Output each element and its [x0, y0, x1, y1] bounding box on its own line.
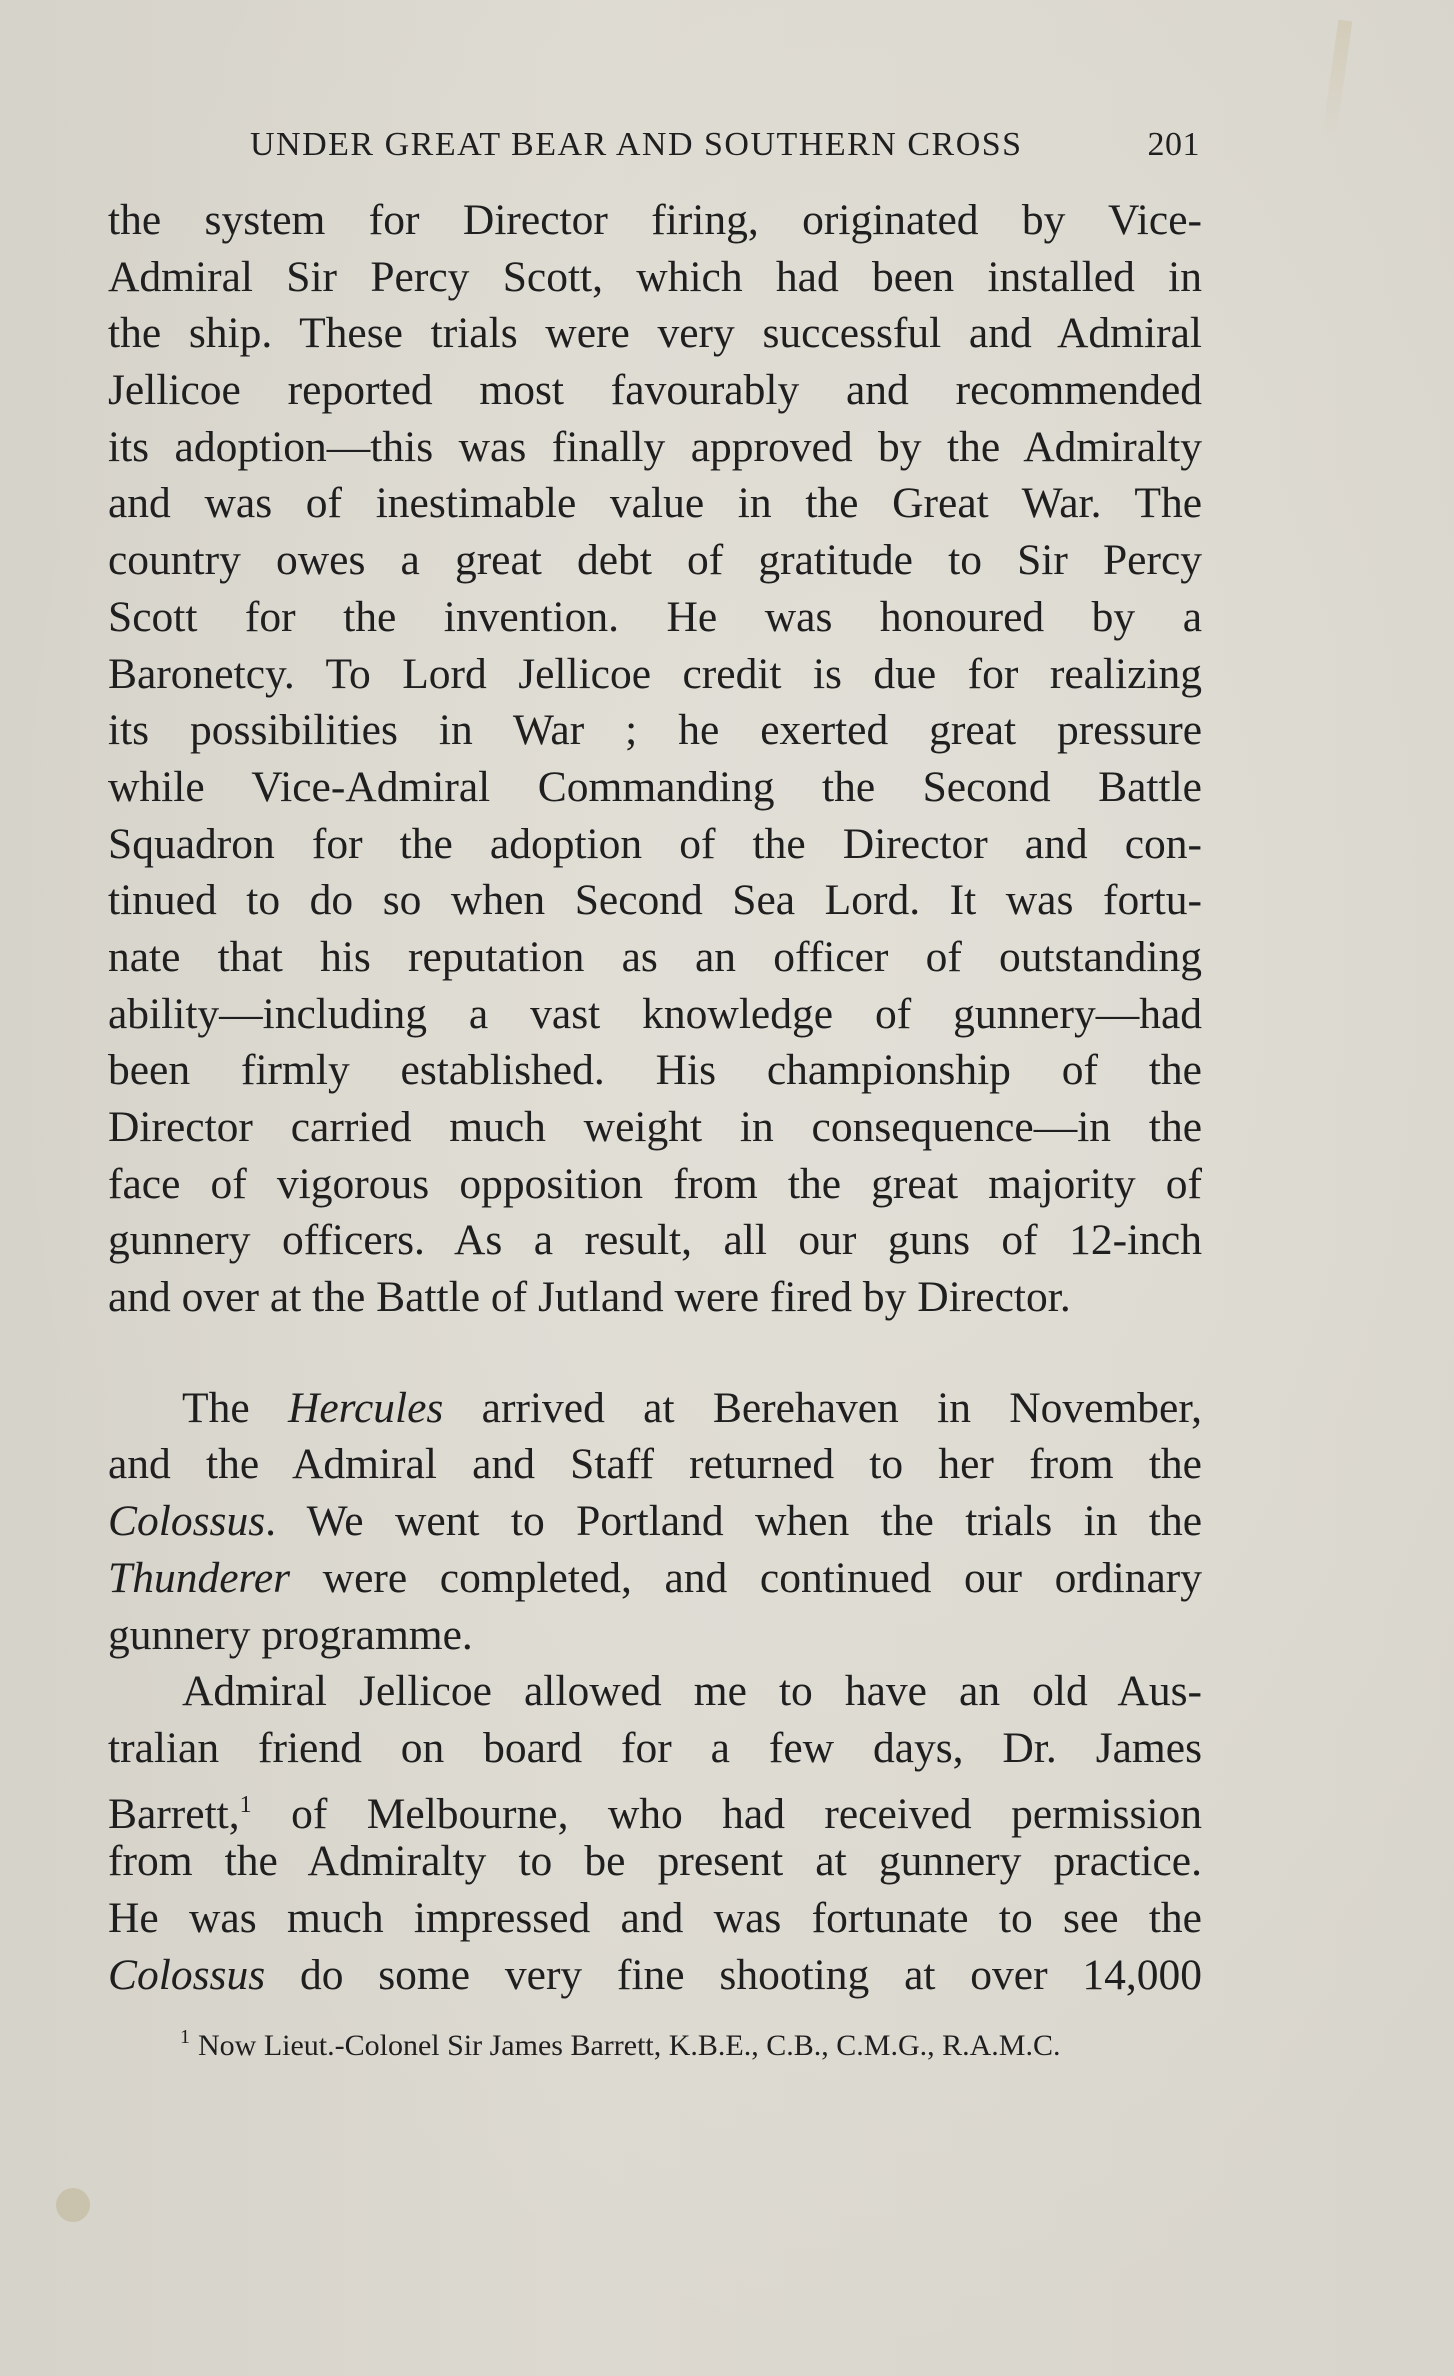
text-run: do some very fine shooting at over 14,000	[265, 1950, 1202, 1999]
text-run: . We went to Portland when the trials in the	[265, 1497, 1202, 1546]
text-line: Director carried much weight in consequence—in the	[108, 1103, 1202, 1151]
text-run: arrived at Berehaven in November,	[443, 1383, 1202, 1432]
text-line: Baronetcy. To Lord Jellicoe credit is due for realizing	[108, 649, 1202, 698]
text-line	[108, 1493, 1202, 1550]
text-line	[108, 1380, 1202, 1437]
text-run: Barrett,	[108, 1789, 240, 1838]
text-run: were completed, and continued our ordinary	[290, 1553, 1202, 1602]
text-line: Scott for the invention. He was honoured by a	[108, 592, 1202, 641]
text-line	[108, 1550, 1202, 1607]
text-line: He was much impressed and was fortunate to see the	[108, 1893, 1202, 1942]
footnote-text: Now Lieut.-Colonel Sir James Barrett, K.B.E., C.B., C.M.G., R.A.M.C.	[198, 2029, 1061, 2062]
page-number: 201	[1147, 126, 1200, 163]
ship-name: Colossus	[108, 1950, 266, 1999]
paper-spot	[56, 2188, 90, 2222]
text-line: ability—including a vast knowledge of gunnery—had	[108, 989, 1202, 1038]
text-line	[108, 1777, 1202, 1838]
running-title: UNDER GREAT BEAR AND SOUTHERN CROSS	[250, 126, 1023, 163]
footnote-reference: 1	[239, 1791, 252, 1818]
body-text	[108, 192, 1202, 2003]
text-line: Squadron for the adoption of the Director and con-	[108, 819, 1202, 868]
text-line: nate that his reputation as an officer of outstanding	[108, 932, 1202, 981]
ship-name: Thunderer	[108, 1553, 291, 1602]
text-line: gunnery officers. As a result, all our guns of 12-inch	[108, 1216, 1202, 1265]
text-line: the ship. These trials were very successful and Admiral	[108, 309, 1202, 358]
paragraph-gap	[108, 1326, 1202, 1380]
text-line: Jellicoe reported most favourably and recommended	[108, 366, 1202, 415]
text-line: and the Admiral and Staff returned to her from the	[108, 1440, 1202, 1489]
paper-stain	[1322, 20, 1353, 141]
text-line: from the Admiralty to be present at gunnery practice.	[108, 1837, 1202, 1886]
text-line	[108, 1947, 1202, 2004]
text-line: face of vigorous opposition from the great majority of	[108, 1159, 1202, 1208]
running-header	[250, 126, 1200, 164]
ship-name: Hercules	[287, 1383, 444, 1432]
text-run: The	[182, 1383, 288, 1432]
text-line: the system for Director firing, originated by Vice-	[108, 196, 1202, 244]
text-line: while Vice-Admiral Commanding the Second Battle	[108, 762, 1202, 811]
text-line: tralian friend on board for a few days, Dr. James	[108, 1723, 1202, 1772]
text-line: its adoption—this was finally approved by the Admiralty	[108, 422, 1202, 471]
text-line: Admiral Sir Percy Scott, which had been installed in	[108, 252, 1202, 301]
footnote-mark: 1	[180, 2026, 190, 2048]
text-line: tinued to do so when Second Sea Lord. It was fortu-	[108, 876, 1202, 925]
text-run: of Melbourne, who had received permission	[251, 1789, 1202, 1838]
footnote	[180, 2026, 1202, 2063]
ship-name: Colossus	[108, 1497, 266, 1546]
text-line: its possibilities in War ; he exerted great pressure	[108, 706, 1202, 755]
text-line: and over at the Battle of Jutland were fired by Director.	[108, 1273, 1071, 1322]
text-line: gunnery programme.	[108, 1610, 473, 1659]
text-line: country owes a great debt of gratitude to Sir Percy	[108, 536, 1202, 585]
text-line: been firmly established. His championship of the	[108, 1046, 1202, 1095]
text-line: Admiral Jellicoe allowed me to have an old Aus-	[182, 1667, 1202, 1716]
text-line: and was of inestimable value in the Great War. The	[108, 479, 1202, 528]
